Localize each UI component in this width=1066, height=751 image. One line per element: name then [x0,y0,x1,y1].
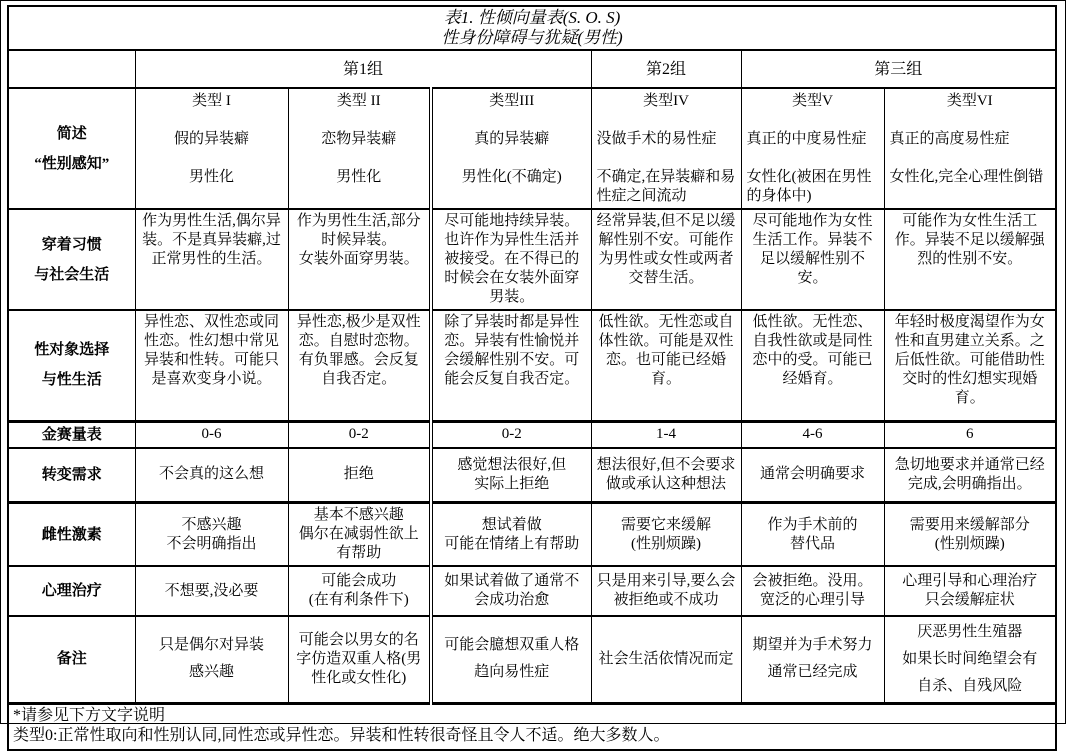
table-cell [288,421,431,448]
cell-paragraph: 尽可能地持续异装。也许作为异性生活并被接受。在不得已的时候会在女装外面穿男装。 [444,213,580,305]
table-row [8,566,1056,616]
table-cell [431,448,591,503]
cell-paragraph: 恋物异装癖 [321,131,397,147]
table-cell [431,310,591,421]
cell-paragraph: 不想要,没必要 [164,582,259,599]
cell-paragraph: 类型IV [643,93,689,109]
cell-paragraph: 女装外面穿男装。 [298,251,419,267]
row-label-line: 简述 [56,125,87,142]
cell-paragraph: 除了异装时都是异性恋。异装有性愉悦并会缓解性别不安。可能会反复自我否定。 [444,314,580,387]
table-cell [591,503,741,567]
table-cell [741,209,884,310]
table-row [8,88,1056,209]
table-cell [135,566,288,616]
cell-paragraph: 男性化 [336,169,382,185]
group-header-row [8,50,1056,88]
table-cell [591,88,741,209]
row-label-line: 转变需求 [41,466,102,483]
table-row [8,448,1056,503]
cell-paragraph: 不会明确指出 [166,535,257,552]
cell-paragraph: 偶尔在减弱性欲上有帮助 [298,526,419,561]
cell-paragraph: 低性欲。无性恋或自体性欲。可能是双性恋。也可能已经婚育。 [598,314,734,387]
cell-paragraph: 女性化(被困在男性的身体中) [746,169,872,204]
table-body [8,88,1056,703]
table-cell [591,566,741,616]
cell-paragraph: 类型V [792,93,833,109]
cell-paragraph: 不会真的这么想 [158,466,264,483]
table-cell [741,566,884,616]
table-cell [741,503,884,567]
cell-paragraph: 只会缓解症状 [924,592,1015,608]
cell-paragraph: 可能作为女性生活工作。异装不足以缓解强烈的性别不安。 [894,213,1045,267]
table-cell [884,310,1056,421]
table-row [8,616,1056,703]
table-row [8,503,1056,567]
table-cell [884,616,1056,703]
cell-paragraph: 通常会明确要求 [759,466,865,483]
cell-paragraph: 4-6 [802,426,823,442]
table-row [8,310,1056,421]
row-label-line: “性别感知” [34,155,110,172]
row-label [8,448,135,503]
row-label [8,616,135,703]
row-label [8,88,135,209]
cell-paragraph: 实际上拒绝 [474,475,550,492]
table-cell [288,448,431,503]
table-cell [741,448,884,503]
table-cell [741,310,884,421]
cell-paragraph: 拒绝 [343,466,374,483]
cell-paragraph: 没做手术的易性症 [596,131,717,147]
table-cell [741,88,884,209]
group-header-2: 第2组 [591,50,741,88]
cell-paragraph: 基本不感兴趣 [313,507,404,523]
cell-paragraph: 宽泛的心理引导 [759,592,865,608]
table-cell [135,616,288,703]
table-cell [884,566,1056,616]
table-cell [591,310,741,421]
cell-paragraph: 经常异装,但不足以缓解性别不安。可能作为男性或女性或两者交替生活。 [596,213,736,286]
table-title-line1: 表1. 性倾向量表(S. O. S) [443,8,621,27]
cell-paragraph: 会被拒绝。没用。 [752,573,873,589]
table-cell [884,209,1056,310]
cell-paragraph: (性别烦躁) [934,535,1005,552]
cell-paragraph: 自杀、自残风险 [917,677,1023,694]
table-cell [884,421,1056,448]
table-cell [288,310,431,421]
table-cell [591,616,741,703]
group-header-blank [8,50,135,88]
cell-paragraph: 类型 II [336,93,381,109]
table-cell [135,503,288,567]
cell-paragraph: 0-2 [348,426,369,442]
cell-paragraph: 男性化 [188,169,234,185]
group-header-3: 第三组 [741,50,1056,88]
table-cell [431,209,591,310]
table-row [8,421,1056,448]
cell-paragraph: 6 [966,426,974,442]
cell-paragraph: 男性化(不确定) [461,169,562,185]
cell-paragraph: 需要用来缓解部分 [909,516,1030,533]
cell-paragraph: 如果试着做了通常不会成功治愈 [444,573,580,608]
footnote-line2: 类型0:正常性取向和性别认同,同性恋或异性恋。异装和性转很奇怪且令人不适。绝大多数人。 [13,726,670,744]
cell-paragraph: 异性恋,极少是双性恋。自慰时恋物。有负罪感。会反复自我否定。 [296,314,421,387]
table-title [8,6,1056,50]
row-label [8,421,135,448]
cell-paragraph: 尽可能地作为女性生活工作。异装不足以缓解性别不安。 [752,213,873,286]
footnote-line1: *请参见下方文字说明 [13,706,166,724]
table-title-line2: 性身份障碍与犹疑(男性) [441,28,623,47]
group-header-1: 第1组 [135,50,591,88]
cell-paragraph: 异性恋、双性恋或同性恋。性幻想中常见异装和性转。可能只是喜欢变身小说。 [143,314,279,387]
table-cell [884,448,1056,503]
table-cell [135,88,288,209]
table-cell [884,88,1056,209]
cell-paragraph: 可能会成功 [321,573,397,589]
cell-paragraph: (在有利条件下) [308,592,409,608]
table-cell [288,88,431,209]
cell-paragraph: 可能会臆想双重人格 [444,637,580,654]
cell-paragraph: 类型 I [192,93,231,109]
cell-paragraph: 只是偶尔对异装 [158,637,264,654]
table-title-row [8,6,1056,50]
table-cell [431,616,591,703]
table-cell [591,421,741,448]
row-label [8,566,135,616]
table-cell [741,616,884,703]
cell-paragraph: 作为男性生活,偶尔异装。不是真异装癖,过正常男性的生活。 [142,213,281,267]
cell-paragraph: 社会生活依情况而定 [598,650,734,667]
cell-paragraph: 真正的高度易性症 [889,131,1010,147]
cell-paragraph: 如果长时间绝望会有 [902,650,1038,667]
cell-paragraph: 厌恶男性生殖器 [917,623,1023,640]
cell-paragraph: 假的异装癖 [173,131,249,147]
cell-paragraph: 不感兴趣 [181,516,242,533]
cell-paragraph: 想法很好,但不会要求做或承认这种想法 [596,456,736,492]
cell-paragraph: 作为男性生活,部分时候异装。 [296,213,421,248]
row-label-line: 雌性激素 [41,526,102,543]
table-cell [135,310,288,421]
cell-paragraph: 真正的中度易性症 [746,131,867,147]
table-cell [431,503,591,567]
cell-paragraph: 想试着做 [481,516,542,533]
cell-paragraph: 类型III [489,93,535,109]
cell-paragraph: 真的异装癖 [474,131,550,147]
footnote-cell [8,703,1056,750]
cell-paragraph: 急切地要求并通常已经完成,会明确指出。 [894,456,1045,492]
cell-paragraph: 需要它来缓解 [620,516,711,533]
table-cell [135,448,288,503]
cell-paragraph: 期望并为手术努力 [752,637,873,654]
table-cell [288,566,431,616]
cell-paragraph: 女性化,完全心理性倒错 [889,169,1044,185]
table-cell [288,616,431,703]
row-label-line: 备注 [56,651,87,668]
row-label [8,310,135,421]
row-label [8,503,135,567]
table-cell [288,503,431,567]
cell-paragraph: 低性欲。无性恋、自我性欲或是同性恋中的受。可能已经婚育。 [752,314,873,387]
cell-paragraph: 感觉想法很好,但 [457,456,567,473]
cell-paragraph: 年轻时极度渴望作为女性和直男建立关系。之后低性欲。可能借助性交时的性幻想实现婚育。 [894,314,1045,406]
table-cell [135,421,288,448]
cell-paragraph: 只是用来引导,要么会被拒绝或不成功 [596,573,736,608]
table-cell [288,209,431,310]
cell-paragraph: 0-6 [201,426,222,442]
table-row [8,209,1056,310]
cell-paragraph: 通常已经完成 [767,664,858,681]
cell-paragraph: 可能在情绪上有帮助 [444,535,580,552]
cell-paragraph: 可能会以男女的名字仿造双重人格(男性化或女性化) [296,631,422,686]
cell-paragraph: 心理引导和心理治疗 [902,573,1038,589]
table-cell [591,209,741,310]
row-label-line: 穿着习惯 [41,236,102,253]
cell-paragraph: 类型VI [946,93,993,109]
table-cell [741,421,884,448]
sos-table [7,5,1057,751]
table-cell [135,209,288,310]
row-label-line: 与性生活 [41,372,102,389]
table-cell [431,88,591,209]
row-label-line: 心理治疗 [41,583,102,599]
row-label-line: 性对象选择 [34,342,110,359]
cell-paragraph: 趋向易性症 [474,664,550,681]
footnote-row [8,703,1056,750]
cell-paragraph: 不确定,在异装癖和易性症之间流动 [596,169,736,204]
cell-paragraph: 0-2 [501,426,522,442]
cell-paragraph: 1-4 [656,426,676,442]
table-cell [431,566,591,616]
table-cell [591,448,741,503]
row-label-line: 与社会生活 [34,266,110,283]
row-label-line: 金赛量表 [41,426,102,443]
row-label [8,209,135,310]
table-cell [884,503,1056,567]
cell-paragraph: 感兴趣 [188,664,234,681]
cell-paragraph: (性别烦躁) [631,535,701,552]
cell-paragraph: 作为手术前的 [767,516,858,533]
table-cell [431,421,591,448]
cell-paragraph: 替代品 [789,535,835,552]
